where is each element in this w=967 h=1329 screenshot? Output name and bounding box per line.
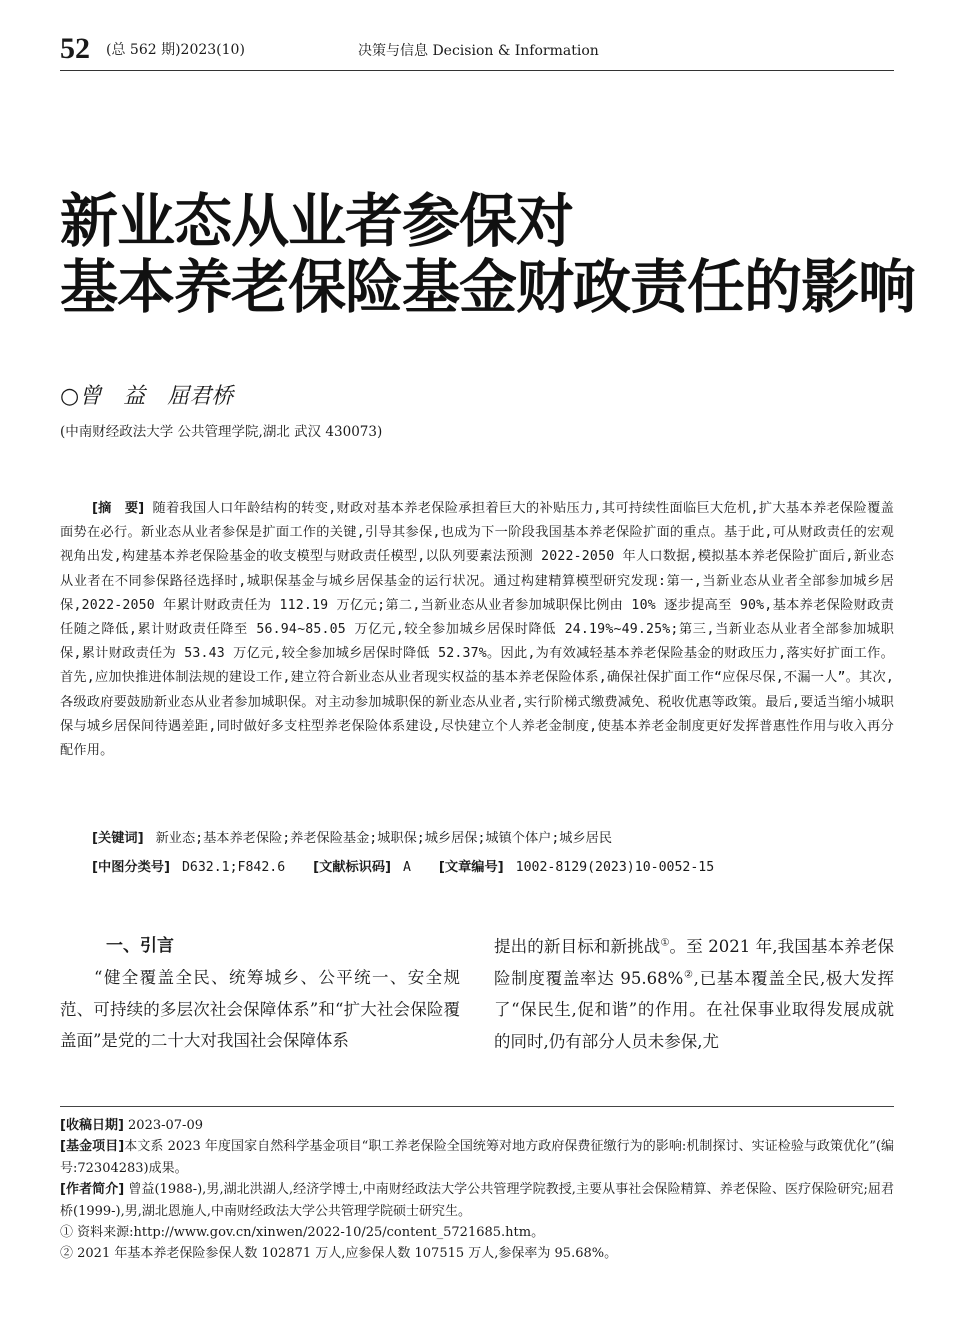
- fund-project: [60, 1136, 894, 1179]
- intro-text-part-2: 。至 2021 年,我国基本养老保险制度覆盖率达 95.68%: [494, 937, 894, 988]
- article-title: [60, 187, 916, 321]
- section-heading: 一、引言: [106, 936, 174, 956]
- page-number: 52: [60, 32, 90, 65]
- abstract-label: [摘 要]: [92, 501, 145, 516]
- authors: ○曾 益 屈君桥: [60, 384, 234, 409]
- abstract-text: 随着我国人口年龄结构的转变,财政对基本养老保险承担着巨大的补贴压力,其可持续性面临巨大危机,扩大基本养老保险覆盖面势在必行。新业态从业者参保是扩面工作的关键,引导其参保,也成为下一阶段我国基本养老保险扩面的重点。基于此,可从财政责任的宏观视角出发,构建基本养老保险基金的收支模型与财政责任模型,以队列要素法预测 2022-2050 年人口数据,模拟基本养老保险扩面后,新业态从业者在不同参保路径选择时,城职保基金与城乡居保基金的运行状况。通过构建精算模型研究发现:第一,当新业态从业者全部参加城乡居保,2022-2050 年累计财政责任为 112.19 万亿元;第二,当新业态从业者参加城职保比例由 10% 逐步提高至 90%,基本养老保险财政责任随之降低,累计财政责任降至 56.94~85.05 万亿元,较全参加城乡居保时降低 24.19%~49.25%;第三,当新业态从业者全部参加城职保,累计财政责任为 53.43 万亿元,较全参加城乡居保时降低 52.37%。因此,为有效减轻基本养老保险基金的财政压力,落实好扩面工作。首先,应加快推进体制法规的建设工作,建立符合新业态从业者现实权益的基本养老保险体系,确保社保扩面工作“应保尽保,不漏一人”。其次,各级政府要鼓励新业态从业者参加城职保。对主动参加城职保的新业态从业者,实行阶梯式缴费减免、税收优惠等政策。最后,要适当缩小城职保与城乡居保间待遇差距,同时做好多支柱型养老保险体系建设,尽快建立个人养老金制度,使基本养老金制度更好发挥普惠性作用与收入再分配作用。: [60, 501, 894, 759]
- footnote-2: ② 2021 年基本养老保险参保人数 102871 万人,应参保人数 107515 万人,参保率为 95.68%。: [60, 1246, 618, 1262]
- footnotes: [60, 1106, 894, 1265]
- page-header: [60, 30, 894, 71]
- keywords-text: 新业态;基本养老保险;养老保险基金;城职保;城乡居保;城镇个体户;城乡居民: [155, 831, 613, 846]
- footnote-1: ① 资料来源:http://www.gov.cn/xinwen/2022-10/25/content_5721685.htm。: [60, 1225, 545, 1241]
- received-label: [收稿日期]: [60, 1118, 124, 1133]
- body-left-column: [60, 930, 460, 1057]
- body-right-column: [494, 931, 894, 1057]
- intro-text-part-3: ,已基本覆盖全民,极大发挥了“保民生,促和谐”的作用。在社保事业取得发展成就的同时,仍有部分人员未参保,尤: [494, 968, 894, 1051]
- keywords: [92, 828, 612, 850]
- intro-paragraph-left: “健全覆盖全民、统筹城乡、公平统一、安全规范、可持续的多层次社会保障体系”和“扩大社会保险覆盖面”是党的二十大对我国社会保障体系: [60, 968, 460, 1050]
- footnote-ref-2: ②: [683, 969, 694, 980]
- clc-label: [中图分类号]: [92, 860, 170, 875]
- doc-code-label: [文献标识码]: [313, 860, 392, 875]
- fund-value: 本文系 2023 年度国家自然科学基金项目“职工养老保险全国统筹对地方政府保费征缴行为的影响:机制探讨、实证检验与政策优化”(编号:72304283)成果。: [60, 1139, 894, 1176]
- fund-label: [基金项目]: [60, 1139, 125, 1155]
- footnote-ref-1: ①: [660, 937, 670, 949]
- received-value: 2023-07-09: [128, 1118, 203, 1133]
- abstract: [60, 497, 894, 763]
- clc-value: D632.1;F842.6: [181, 860, 286, 875]
- title-line-2: 基本养老保险基金财政责任的影响: [60, 253, 916, 321]
- author-label: [作者简介]: [60, 1182, 125, 1198]
- affiliation: (中南财经政法大学 公共管理学院,湖北 武汉 430073): [60, 424, 383, 440]
- author-value: 曾益(1988-),男,湖北洪湖人,经济学博士,中南财经政法大学公共管理学院教授,主要从事社会保险精算、养老保险、医疗保险研究;屈君桥(1999-),男,湖北恩施人,中南财经政法大学公共管理学院硕士研究生。: [60, 1182, 894, 1219]
- classification: [92, 857, 714, 879]
- received-date: [60, 1115, 894, 1136]
- article-number-value: 1002-8129(2023)10-0052-15: [515, 860, 715, 875]
- article-number-label: [文章编号]: [438, 860, 504, 875]
- author-bio: [60, 1179, 894, 1222]
- intro-text-part-1: 提出的新目标和新挑战: [494, 937, 661, 956]
- doc-code-value: A: [403, 860, 411, 875]
- title-line-1: 新业态从业者参保对: [60, 187, 574, 255]
- issue-info: (总 562 期)2023(10): [106, 42, 245, 58]
- keywords-label: [关键词]: [92, 831, 144, 846]
- journal-name: 决策与信息 Decision & Information: [358, 43, 599, 59]
